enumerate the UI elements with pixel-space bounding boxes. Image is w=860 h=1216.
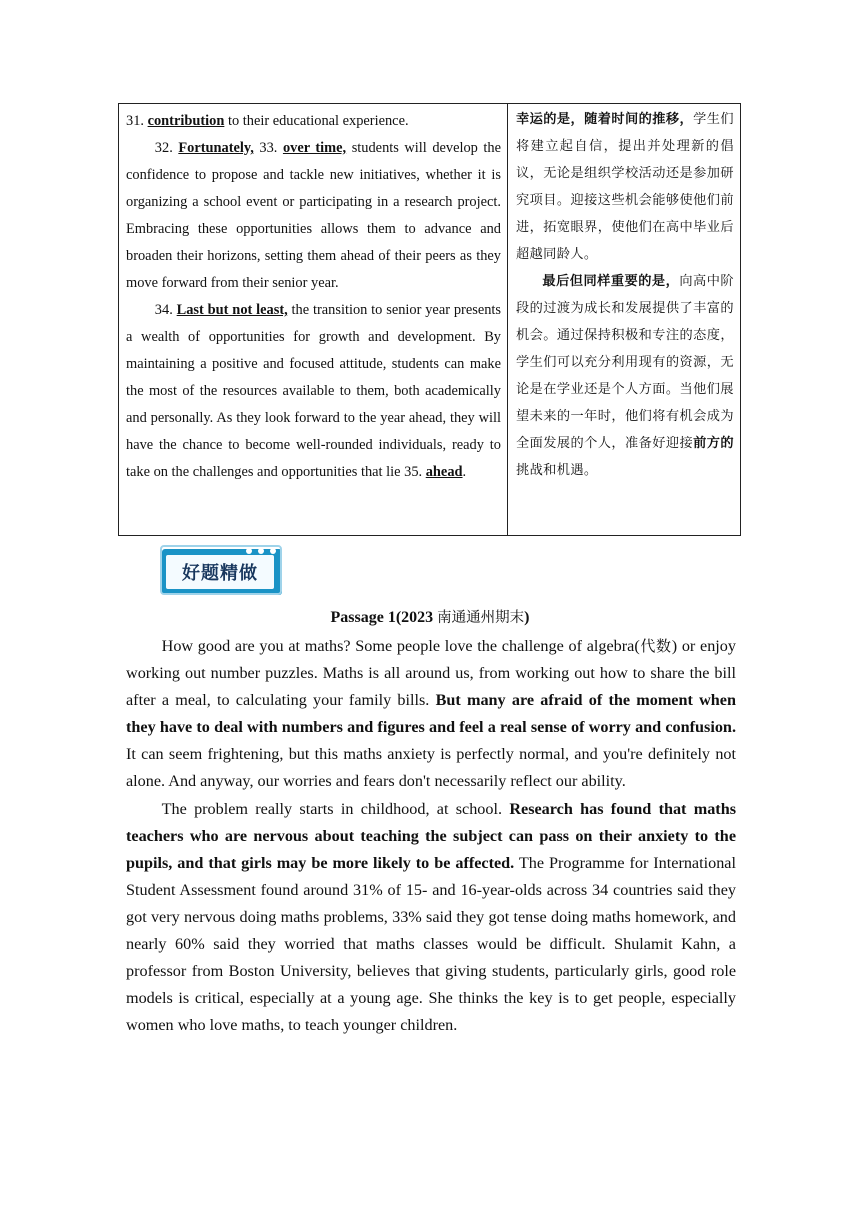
english-paragraph-3: 34. Last but not least, the transition to senior year presents a wealth of opportunities for growth and development. By maintaining a positive and focused attitude, students can make the most of the resources available to them, both academically and personally. As they look forward to the year ahead, they will have the chance to become well-rounded individuals, ready to take on the challenges and opportunities that lie 35. ahead. xyxy=(126,302,501,480)
english-paragraph-1: 31. contribution to their educational experience. xyxy=(126,113,409,129)
answer-35: ahead xyxy=(425,464,463,480)
translation-table xyxy=(118,103,741,536)
chinese-paragraph-2: 最后但同样重要的是，向高中阶段的过渡为成长和发展提供了丰富的机会。通过保持积极和专注的态度，学生们可以充分利用现有的资源，无论是在学业还是个人方面。当他们展望未来的一年时，他们将有机会成为全面发展的个人，准备好迎接前方的挑战和机遇。 xyxy=(516,274,734,478)
passage-paragraph-2: The problem really starts in childhood, at school. Research has found that maths teachers who are nervous about teaching the subject can pass on their anxiety to the pupils, and that girls may be more likely to be affected. The Programme for International Student Assessment found around 31% of 15- and 16-year-olds across 34 countries said they got very nervous doing maths problems, 33% said they got tense doing maths homework, and nearly 60% said they worried that maths classes would be difficult. Shulamit Kahn, a professor from Boston University, believes that giving students, particularly girls, good role models is critical, especially at a young age. She thinks the key is to get people, especially women who love maths, to teach younger children. xyxy=(126,799,736,1035)
key-sentence: But many are afraid of the moment when they have to deal with numbers and figures and feel a real sense of worry and confusion. xyxy=(126,691,736,737)
answer-32: Fortunately, xyxy=(178,140,254,156)
english-paragraph-2: 32. Fortunately, 33. over time, students will develop the confidence to propose and tackle new initiatives, whether it is organizing a school event or participating in a research project. Embracing these opportunities allows them to advance and broaden their horizons, setting them ahead of their peers as they move forward from their senior year. xyxy=(126,140,501,291)
section-badge xyxy=(160,545,284,597)
passage-title: Passage 1(2023 南通通州期末) xyxy=(330,609,530,626)
english-column xyxy=(119,104,508,535)
passage-body xyxy=(126,633,736,1039)
badge-label: 好题精做 xyxy=(182,563,258,584)
answer-31: contribution xyxy=(147,113,225,129)
badge-dot-icon xyxy=(270,548,276,554)
passage-paragraph-1: How good are you at maths? Some people love the challenge of algebra(代数) or enjoy working out number puzzles. Maths is all around us, from working out how to share the bill after a meal, to calculating your family bills. But many are afraid of the moment when they have to deal with numbers and figures and feel a real sense of worry and confusion. It can seem frightening, but this maths anxiety is perfectly normal, and you're definitely not alone. And anyway, our worries and fears don't necessarily reflect our ability. xyxy=(126,637,736,791)
chinese-column xyxy=(508,104,740,535)
badge-dot-icon xyxy=(246,548,252,554)
badge-dot-icon xyxy=(258,548,264,554)
answer-34: Last but not least, xyxy=(176,302,288,318)
key-sentence: Research has found that maths teachers who are nervous about teaching the subject can pass on their anxiety to the pupils, and that girls may be more likely to be affected. xyxy=(126,799,736,872)
answer-33: over time, xyxy=(282,140,347,156)
chinese-paragraph-1: 幸运的是，随着时间的推移，学生们将建立起自信，提出并处理新的倡议，无论是组织学校活动还是参加研究项目。迎接这些机会能够使他们前进，拓宽眼界，使他们在高中毕业后超越同龄人。 xyxy=(516,112,734,262)
